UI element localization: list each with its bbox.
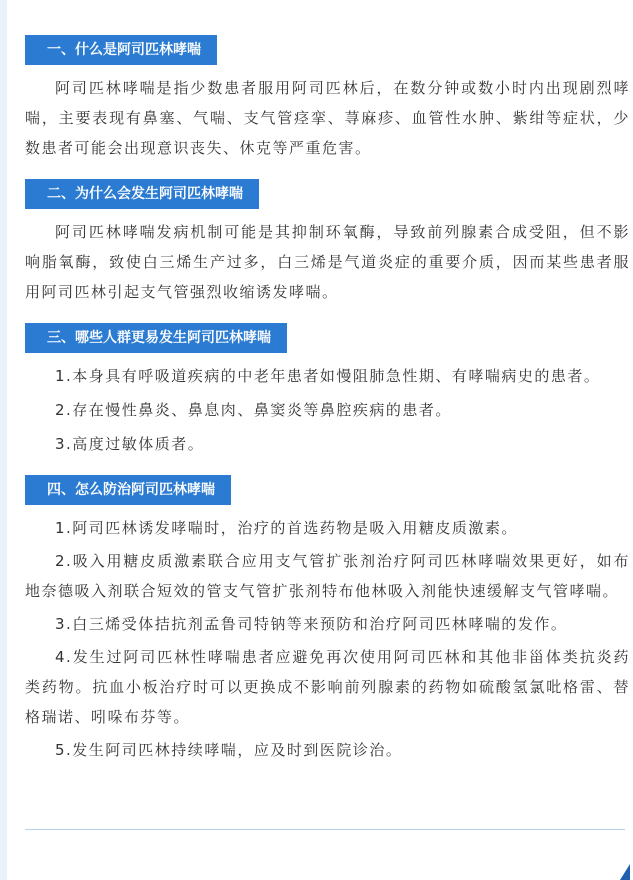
list-item: 1.阿司匹林诱发哮喘时，治疗的首选药物是吸入用糖皮质激素。 [55,519,518,537]
article-body [25,35,630,781]
section-heading: 一、什么是阿司匹林哮喘 [25,35,217,65]
list-item: 3.白三烯受体拮抗剂孟鲁司特钠等来预防和治疗阿司匹林哮喘的发作。 [55,615,568,633]
section-what-is [25,35,630,163]
left-edge-bar [0,0,7,880]
list-item: 2.吸入用糖皮质激素联合应用支气管扩张剂治疗阿司匹林哮喘效果更好，如布地奈德吸入剂联合短效的管支气管扩张剂特布他林吸入剂能快速缓解支气管哮喘。 [25,552,630,600]
paragraph: 阿司匹林哮喘发病机制可能是其抑制环氧酶，导致前列腺素合成受阻，但不影响脂氧酶，致使白三烯生产过多，白三烯是气道炎症的重要介质，因而某些患者服用阿司匹林引起支气管强烈收缩诱发哮喘。 [25,223,630,301]
list-item: 3.高度过敏体质者。 [55,435,205,453]
section-prevention [25,475,630,765]
paragraph: 阿司匹林哮喘是指少数患者服用阿司匹林后，在数分钟或数小时内出现剧烈哮喘，主要表现有鼻塞、气喘、支气管痉挛、荨麻疹、血管性水肿、紫绀等症状，少数患者可能会出现意识丧失、休克等严重危害。 [25,79,630,157]
section-heading: 二、为什么会发生阿司匹林哮喘 [25,179,259,209]
section-heading: 三、哪些人群更易发生阿司匹林哮喘 [25,323,287,353]
list-item: 1.本身具有呼吸道疾病的中老年患者如慢阻肺急性期、有哮喘病史的患者。 [55,367,601,385]
section-why [25,179,630,307]
divider [25,829,625,830]
list-item: 5.发生阿司匹林持续哮喘，应及时到医院诊治。 [55,741,403,759]
corner-triangle-decoration [620,864,630,880]
section-heading: 四、怎么防治阿司匹林哮喘 [25,475,231,505]
list-item: 4.发生过阿司匹林性哮喘患者应避免再次使用阿司匹林和其他非甾体类抗炎药类药物。抗血小板治疗时可以更换成不影响前列腺素的药物如硫酸氢氯吡格雷、替格瑞诺、吲哚布芬等。 [25,648,630,726]
section-risk-groups [25,323,630,459]
list-item: 2.存在慢性鼻炎、鼻息肉、鼻窦炎等鼻腔疾病的患者。 [55,401,452,419]
